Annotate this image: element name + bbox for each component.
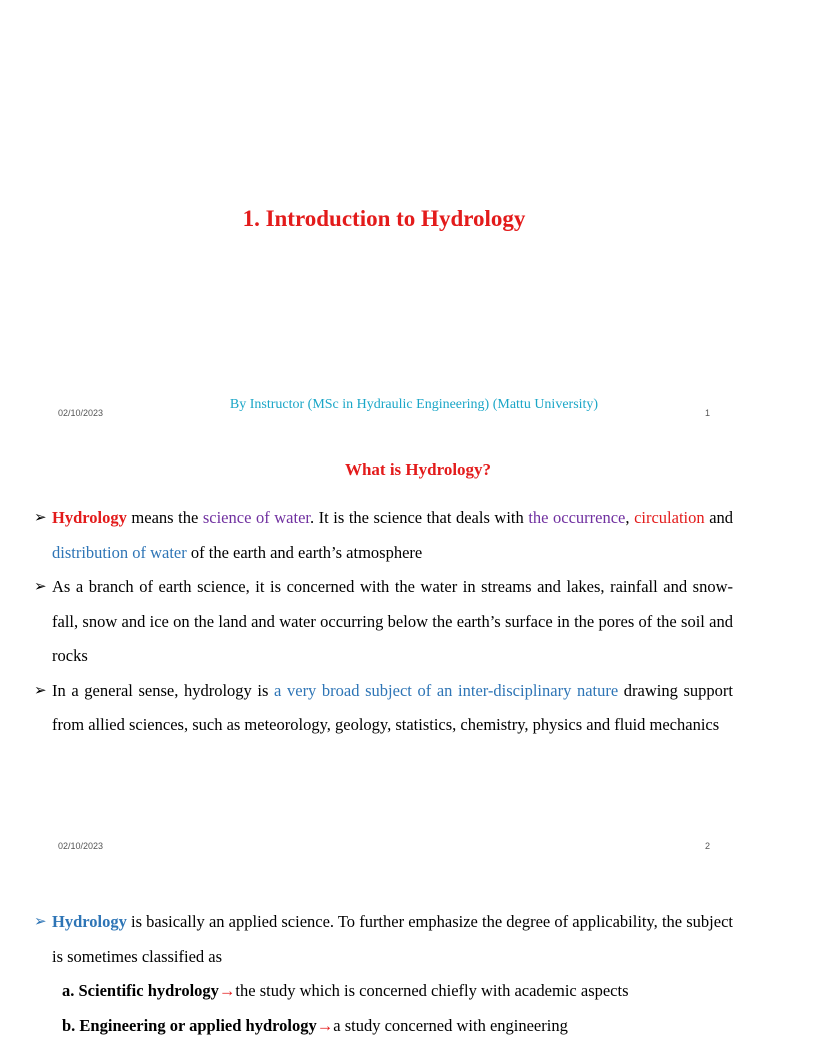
text: As a branch of earth science, it is concerned with the water in streams and lakes, rainfall and snow-fall, snow and ice on the land and water occurring below the earth’s surface in the pores of the soil and rocks [52, 577, 733, 665]
highlight-occurrence: the occurrence [528, 508, 625, 527]
text: , [625, 508, 634, 527]
highlight-circulation: circulation [634, 508, 705, 527]
arrow-bullet-icon: ➢ [34, 570, 47, 605]
slide-date: 02/10/2023 [58, 408, 103, 418]
bullet-list [34, 905, 733, 1043]
label-engineering-hydrology: b. Engineering or applied hydrology [62, 1016, 317, 1035]
sub-item [34, 974, 733, 1009]
text: means the [127, 508, 203, 527]
slide-heading: What is Hydrology? [0, 460, 836, 480]
text: drawing support from allied sciences, such as meteorology, geology, statistics, chemistry, physics and fluid mechanics [52, 681, 733, 735]
arrow-right-icon: → [317, 1016, 334, 1035]
slide-2 [0, 432, 768, 864]
text: . It is the science that deals with [310, 508, 528, 527]
highlight-distribution: distribution of water [52, 543, 187, 562]
text: the study which is concerned chiefly with academic aspects [235, 981, 628, 1000]
slide-3 [0, 864, 768, 1024]
slide-page-number: 2 [705, 841, 710, 851]
bullet-item [34, 501, 733, 570]
text: and [705, 508, 733, 527]
text: of the earth and earth’s atmosphere [187, 543, 423, 562]
term-hydrology: Hydrology [52, 508, 127, 527]
arrow-bullet-icon: ➢ [34, 905, 47, 940]
sub-item [34, 1009, 733, 1043]
slide-byline: By Instructor (MSc in Hydraulic Engineering) (Mattu University) [160, 397, 668, 413]
bullet-item [34, 570, 733, 674]
slide-1 [0, 0, 768, 432]
label-scientific-hydrology: a. Scientific hydrology [62, 981, 219, 1000]
bullet-list [34, 501, 733, 743]
text: In a general sense, hydrology is [52, 681, 274, 700]
bullet-item [34, 674, 733, 743]
slide-date: 02/10/2023 [58, 841, 103, 851]
term-hydrology: Hydrology [52, 912, 127, 931]
highlight-science-of-water: science of water [203, 508, 310, 527]
text: a study concerned with engineering [333, 1016, 568, 1035]
highlight-broad-subject: a very broad subject of an inter-disciplinary nature [274, 681, 618, 700]
arrow-bullet-icon: ➢ [34, 674, 47, 709]
bullet-item [34, 905, 733, 974]
arrow-bullet-icon: ➢ [34, 501, 47, 536]
slide-page-number: 1 [705, 408, 710, 418]
slide-title: 1. Introduction to Hydrology [0, 206, 768, 232]
arrow-right-icon: → [219, 981, 236, 1000]
text: is basically an applied science. To further emphasize the degree of applicability, the subject is sometimes classified as [52, 912, 733, 966]
